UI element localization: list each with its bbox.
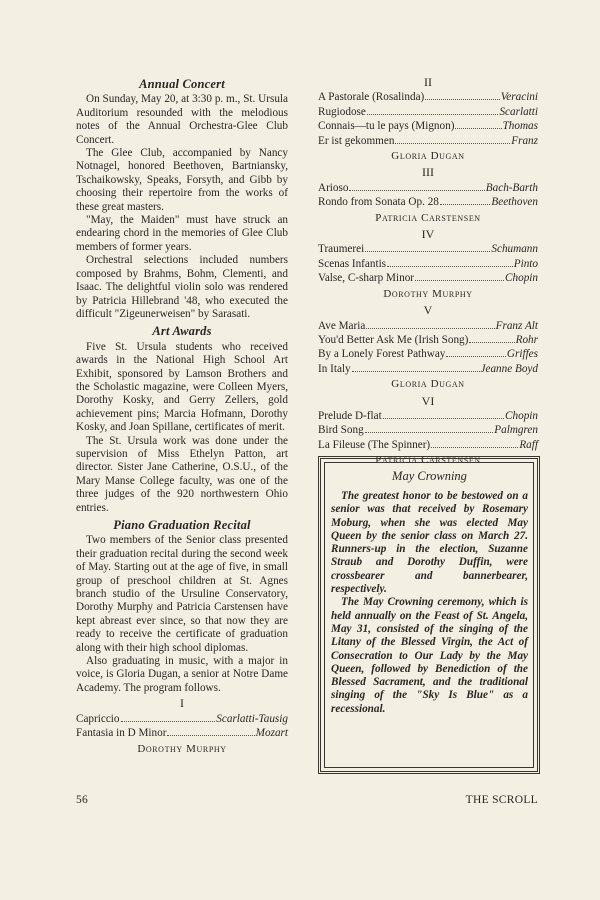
program-item-title: Traumerei [318, 243, 365, 256]
program-item-title: Rondo from Sonata Op. 28 [318, 196, 439, 209]
program-item-composer: Raff [519, 438, 538, 451]
program-item [318, 90, 538, 104]
program-performer: Patricia Carstensen [375, 454, 481, 467]
leader-dots [352, 362, 480, 372]
may-crowning-heading: May Crowning [392, 469, 467, 483]
program-item [318, 333, 538, 347]
program-item-title: Bird Song [318, 424, 364, 437]
program-performer: Gloria Dugan [391, 378, 465, 391]
leader-dots [415, 271, 504, 281]
program-item-composer: Mozart [255, 727, 288, 740]
leader-dots [383, 409, 504, 419]
program-item-composer: Beethoven [491, 196, 538, 209]
article-paragraph: The St. Ursula work was done under the supervision of Miss Ethelyn Patton, art director. Sister Jane Catherine, O.S.U., of the Mary Manse College faculty, was one of the three judges of the 920 northwestern Ohio entries. [76, 434, 288, 514]
program-performer: Gloria Dugan [391, 150, 465, 163]
program-item-composer: Griffes [506, 348, 538, 361]
article-paragraph: "May, the Maiden" must have struck an endearing chord in the memories of Glee Club members of former years. [76, 214, 288, 253]
leader-dots [365, 423, 494, 433]
program-item [318, 105, 538, 119]
publication-name: THE SCROLL [465, 794, 538, 806]
art-awards-heading: Art Awards [152, 324, 212, 339]
program-item [318, 257, 538, 271]
program-item [76, 726, 288, 740]
program-item-composer: Chopin [505, 272, 538, 285]
program-item [318, 271, 538, 285]
leader-dots [431, 438, 518, 448]
article-paragraph: Five St. Ursula students who received awards in the National High School Art Exhibit, sponsored by Lamson Brothers and the Scholastic magazine, were Colleen Myers, Dorothy Kosky, and Gerry Zellers, gold achievement pins; Marcia Hofmann, Dorothy Kosky, and Joan Spillane, certificates of merit. [76, 340, 288, 434]
leader-dots [121, 712, 216, 722]
program-item-title: Fantasia in D Minor [76, 727, 167, 740]
program-item [318, 362, 538, 376]
program-performer: Dorothy Murphy [383, 287, 473, 300]
program-part-numeral: III [422, 165, 434, 180]
program-item-title: Scenas Infantis [318, 257, 387, 270]
program-item [318, 319, 538, 333]
article-paragraph: Also graduating in music, with a major in voice, is Gloria Dugan, a senior at Notre Dame Academy. The program follows. [76, 655, 288, 694]
program-item-composer: Pinto [513, 257, 538, 270]
program-item-title: Er ist gekommen [318, 134, 395, 147]
program-part-numeral: VI [421, 393, 435, 408]
program-item-composer: Jeanne Boyd [480, 362, 538, 375]
article-paragraph: Orchestral selections included numbers composed by Brahms, Bohm, Clementi, and Isaac. The delightful violin solo was rendered by Patricia Hillebrand '48, who executed the difficult "Zigeunerweisen" by Sarasati. [76, 254, 288, 320]
program-item-title: Connais—tu le pays (Mignon) [318, 120, 455, 133]
program-item-title: La Fileuse (The Spinner) [318, 438, 431, 451]
leader-dots [440, 195, 491, 205]
program-part-numeral: II [424, 75, 432, 89]
piano-recital-heading: Piano Graduation Recital [113, 518, 251, 532]
program-part-numeral: I [180, 696, 184, 711]
program-item-composer: Scarlatti [499, 105, 538, 118]
program-item [318, 242, 538, 256]
program-performer: Dorothy Murphy [137, 742, 227, 755]
program-item-title: You'd Better Ask Me (Irish Song) [318, 333, 469, 346]
program-item-composer: Schumann [491, 243, 538, 256]
leader-dots [167, 726, 254, 736]
leader-dots [367, 105, 499, 115]
leader-dots [446, 347, 506, 357]
program-item-title: Prelude D-flat [318, 409, 382, 422]
leader-dots [425, 90, 499, 100]
program-part-numeral: IV [421, 227, 435, 242]
program-item [318, 181, 538, 195]
program-item-title: Arioso [318, 181, 349, 194]
program-item-title: Rugiodose [318, 105, 366, 118]
program-item-title: In Italy [318, 362, 351, 375]
program-item-composer: Palmgren [494, 424, 538, 437]
program-item-composer: Franz [511, 134, 538, 147]
program-item-composer: Bach-Barth [485, 181, 538, 194]
leader-dots [349, 181, 484, 191]
program-item [318, 119, 538, 133]
leader-dots [365, 242, 490, 252]
program-item-composer: Franz Alt [495, 319, 538, 332]
program-item [76, 712, 288, 726]
program-item-composer: Rohr [515, 333, 538, 346]
right-column-program [318, 74, 538, 471]
leader-dots [387, 257, 513, 267]
program-item [318, 423, 538, 437]
program-item-title: Capriccio [76, 712, 120, 725]
left-column [76, 74, 288, 759]
program-item-title: Valse, C-sharp Minor [318, 272, 415, 285]
program-item [318, 438, 538, 452]
article-paragraph: On Sunday, May 20, at 3:30 p. m., St. Ursula Auditorium resounded with the melodious notes of the Annual Orchestra-Glee Club Concert. [76, 93, 288, 146]
program-item-title: By a Lonely Forest Pathway [318, 348, 446, 361]
program-item-title: A Pastorale (Rosalinda) [318, 91, 425, 104]
article-paragraph: The Glee Club, accompanied by Nancy Notnagel, honored Beethoven, Bartniansky, Tschaikowsky, Speaks, Forsyth, and Gibb by choosing their repertoire from the works of these great masters. [76, 147, 288, 213]
program-performer: Patricia Carstensen [375, 211, 481, 224]
leader-dots [395, 134, 510, 144]
may-crowning-paragraph: The May Crowning ceremony, which is held annually on the Feast of St. Angela, May 31, consisted of the singing of the Litany of the Blessed Virgin, the Act of Consecration to Our Lady by the May Queen, followed by Benediction of the Blessed Sacrament, and the traditional singing of the "Sky Is Blue" as a recessional. [331, 596, 528, 715]
may-crowning-box [318, 456, 540, 774]
page-number: 56 [76, 794, 89, 806]
program-item [318, 347, 538, 361]
program-item-composer: Scarlatti-Tausig [216, 712, 288, 725]
annual-concert-heading: Annual Concert [139, 77, 225, 91]
leader-dots [455, 119, 501, 129]
program-item [318, 409, 538, 423]
may-crowning-paragraph: The greatest honor to be bestowed on a senior was that received by Rosemary Moburg, when she was elected May Queen by the senior class on March 27. Runners-up in the election, Suzanne Straub and Dorothy Duffin, were crossbearer and bannerbearer, respectively. [331, 490, 528, 596]
program-item-composer: Veracini [500, 91, 538, 104]
leader-dots [469, 333, 514, 343]
program-item-composer: Thomas [502, 120, 538, 133]
leader-dots [366, 319, 494, 329]
program-item-title: Ave Maria [318, 319, 366, 332]
program-item-composer: Chopin [505, 409, 538, 422]
article-paragraph: Two members of the Senior class presented their graduation recital during the second week of May. Starting out at the age of five, in small group of preschool children at St. Agnes branch studio of the Ursuline Conservatory, Dorothy Murphy and Patricia Carstensen have kept abreast ever since, so that now they are ready to receive the certificate of graduation along with their high school diplomas. [76, 534, 288, 654]
program-item [318, 195, 538, 209]
program-item [318, 134, 538, 148]
program-part-numeral: V [423, 303, 433, 318]
